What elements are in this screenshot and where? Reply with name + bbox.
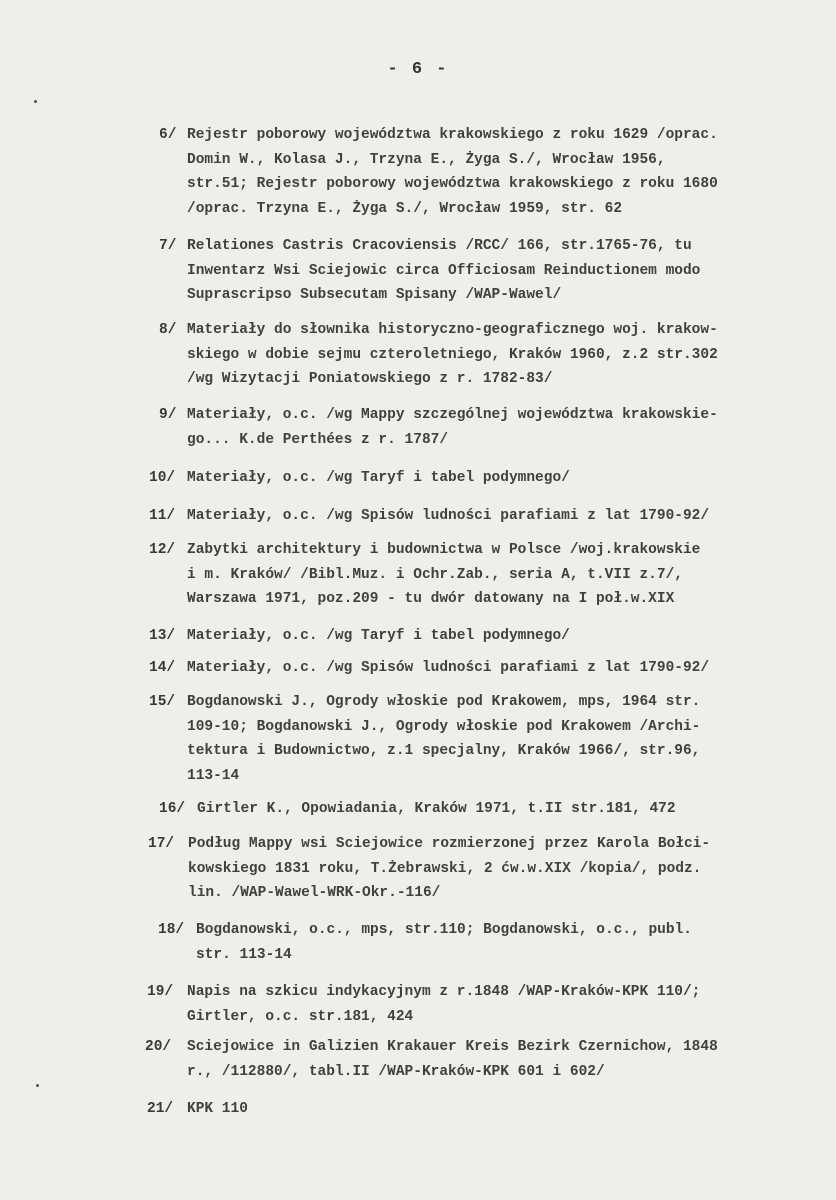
footnote-line: /wg Wizytacji Poniatowskiego z r. 1782-83/: [187, 371, 553, 387]
footnote-line: Warszawa 1971, poz.209 - tu dwór datowany na I poł.w.XIX: [187, 591, 675, 607]
footnote-line: kowskiego 1831 roku, T.Żebrawski, 2 ćw.w.XIX /kopia/, podz.: [188, 860, 702, 877]
footnote-19: [147, 980, 701, 1029]
footnote-number: 8/: [159, 322, 177, 338]
footnote-6: [159, 123, 718, 221]
footnote-11: [149, 504, 710, 529]
footnote-number: 17/: [148, 836, 175, 852]
footnote-line: skiego w dobie sejmu czteroletniego, Kraków 1960, z.2 str.302: [187, 346, 718, 363]
footnote-21: [147, 1097, 248, 1122]
footnote-number: 13/: [149, 628, 176, 644]
footnote-line: lin. /WAP-Wawel-WRK-Okr.-116/: [188, 885, 441, 901]
footnote-line: Materiały, o.c. /wg Taryf i tabel podymnego/: [187, 470, 570, 486]
footnote-number: 20/: [145, 1039, 172, 1055]
footnote-number: 7/: [159, 238, 177, 254]
footnote-line: /oprac. Trzyna E., Żyga S./, Wrocław 1959, str. 62: [187, 200, 623, 217]
footnote-number: 18/: [158, 922, 185, 938]
footnote-line: Materiały, o.c. /wg Taryf i tabel podymnego/: [187, 628, 570, 644]
footnote-line: Sciejowice in Galizien Krakauer Kreis Bezirk Czernichow, 1848: [187, 1039, 718, 1055]
footnote-16: [159, 797, 676, 822]
footnote-line: str. 113-14: [196, 946, 292, 963]
footnote-line: go... K.de Perthées z r. 1787/: [187, 431, 449, 448]
footnote-number: 14/: [149, 660, 176, 676]
footnote-15: [149, 690, 701, 788]
footnote-9: [159, 403, 718, 452]
footnote-number: 9/: [159, 407, 177, 423]
footnote-number: 11/: [149, 508, 176, 524]
footnote-line: tektura i Budownictwo, z.1 specjalny, Kraków 1966/, str.96,: [187, 743, 701, 759]
margin-speck: [36, 1084, 39, 1087]
footnote-14: [149, 656, 710, 681]
footnote-line: r., /112880/, tabl.II /WAP-Kraków-KPK 601 i 602/: [187, 1063, 605, 1080]
footnote-line: Relationes Castris Cracoviensis /RCC/ 166, str.1765-76, tu: [187, 238, 692, 254]
page-number: - 6 -: [387, 60, 449, 79]
footnote-line: Materiały, o.c. /wg Mappy szczególnej województwa krakowskie-: [187, 407, 718, 423]
footnote-line: Materiały, o.c. /wg Spisów ludności parafiami z lat 1790-92/: [187, 660, 710, 676]
footnote-line: str.51; Rejestr poborowy województwa krakowskiego z roku 1680: [187, 176, 718, 192]
footnote-18: [158, 918, 692, 967]
footnote-line: 113-14: [187, 767, 240, 784]
footnote-line: Materiały do słownika historyczno-geograficznego woj. krakow-: [187, 322, 718, 338]
footnote-line: Inwentarz Wsi Sciejowic circa Officiosam Reinductionem modo: [187, 262, 701, 279]
footnote-number: 19/: [147, 984, 174, 1000]
footnote-line: Zabytki architektury i budownictwa w Polsce /woj.krakowskie: [187, 542, 701, 558]
footnote-line: KPK 110: [187, 1101, 248, 1117]
footnote-number: 12/: [149, 542, 176, 558]
footnote-8: [159, 318, 718, 392]
footnote-line: Bogdanowski J., Ogrody włoskie pod Krakowem, mps, 1964 str.: [187, 694, 701, 710]
footnote-13: [149, 624, 570, 649]
footnote-line: 109-10; Bogdanowski J., Ogrody włoskie pod Krakowem /Archi-: [187, 718, 701, 735]
footnote-number: 15/: [149, 694, 176, 710]
footnote-line: Materiały, o.c. /wg Spisów ludności parafiami z lat 1790-92/: [187, 508, 710, 524]
footnote-line: Girtler K., Opowiadania, Kraków 1971, t.II str.181, 472: [197, 801, 676, 817]
footnote-12: [149, 538, 701, 612]
footnote-line: Suprascripso Subsecutam Spisany /WAP-Wawel/: [187, 287, 562, 303]
footnote-number: 21/: [147, 1101, 174, 1117]
footnote-number: 6/: [159, 127, 177, 143]
footnote-line: Girtler, o.c. str.181, 424: [187, 1008, 414, 1025]
footnote-line: Domin W., Kolasa J., Trzyna E., Żyga S./, Wrocław 1956,: [187, 151, 666, 168]
footnote-line: Napis na szkicu indykacyjnym z r.1848 /WAP-Kraków-KPK 110/;: [187, 984, 701, 1000]
footnote-line: i m. Kraków/ /Bibl.Muz. i Ochr.Zab., seria A, t.VII z.7/,: [187, 566, 683, 583]
footnote-line: Rejestr poborowy województwa krakowskiego z roku 1629 /oprac.: [187, 127, 718, 143]
footnote-line: Bogdanowski, o.c., mps, str.110; Bogdanowski, o.c., publ.: [196, 922, 692, 938]
footnote-7: [159, 234, 701, 308]
footnote-number: 10/: [149, 470, 176, 486]
footnote-17: [148, 832, 711, 906]
footnote-20: [145, 1035, 718, 1084]
footnote-10: [149, 466, 570, 491]
footnote-line: Podług Mappy wsi Sciejowice rozmierzonej przez Karola Bołcі-: [188, 836, 711, 852]
footnote-number: 16/: [159, 801, 186, 817]
margin-speck: [34, 100, 37, 103]
